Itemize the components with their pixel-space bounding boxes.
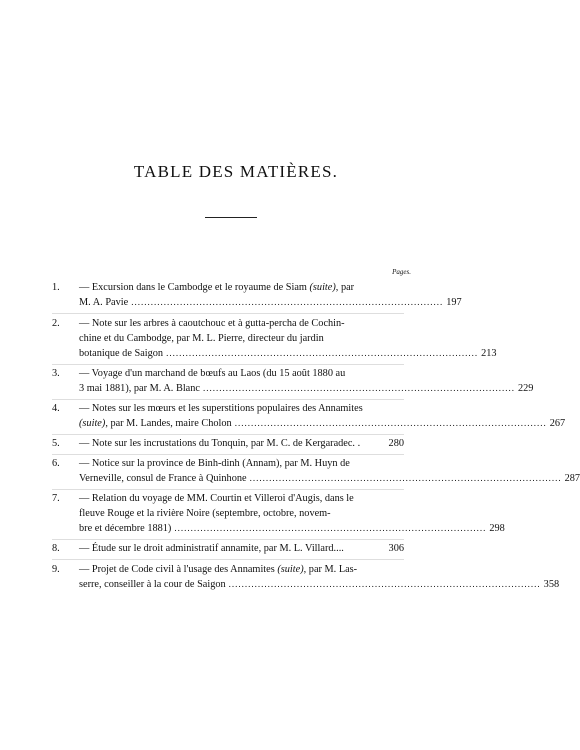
entry-number: 7. [52,493,60,504]
pages-column-label: Pages. [392,268,411,276]
entry-page-number: 287 [564,473,580,484]
page-title: TABLE DES MATIÈRES. [133,162,339,181]
entry-number: 4. [52,403,60,414]
entry-text: botanique de Saigon [79,348,164,359]
dot-leader: ................................................................................................ [174,523,487,533]
toc-entry [52,401,566,435]
dot-leader: ................................................................................................ [131,297,444,307]
toc-entry [52,562,560,595]
entry-text: — Étude sur le droit administratif annamite, par M. L. Villard.... [79,543,344,554]
entry-text: bre et décembre 1881) [79,523,172,534]
entry-text: — Excursion dans le Cambodge et le royaume de Siam [79,282,307,293]
entry-text: Verneville, consul de France à Quinhone [79,473,247,484]
entry-text: M. A. Pavie [79,297,129,308]
toc-entry [52,456,580,490]
entry-text: — Notes sur les mœurs et les superstitions populaires des Annamites [79,403,363,414]
entry-page-number: 267 [549,418,566,429]
title-rule [205,217,257,218]
entry-text: — Notice sur la province de Binh-dinh (Annam), par M. Huyn de [79,458,350,469]
entry-page-number: 197 [446,297,462,308]
dot-leader: ................................................................................................ [202,383,515,393]
entry-text: — Note sur les incrustations du Tonquin, par M. C. de Kergaradec. . [79,438,361,449]
entry-page-number: 358 [543,579,560,590]
dot-leader: ................................................................................................ [234,418,547,428]
entry-text: chine et du Cambodge, par M. L. Pierre, directeur du jardin [79,333,324,344]
entry-number: 6. [52,458,60,469]
entry-page-number: 280 [388,438,404,449]
dot-leader: ................................................................................................ [166,348,479,358]
entry-text-italic: (suite) [277,564,304,575]
entry-number: 9. [52,564,60,575]
entry-text: — Projet de Code civil à l'usage des Annamites [79,564,275,575]
entry-text: , par [335,282,355,293]
entry-text: 3 mai 1881), par M. A. Blanc [79,383,200,394]
dot-leader: ................................................................................................ [228,579,541,589]
entry-number: 2. [52,318,60,329]
toc-entry [52,491,505,540]
entry-number: 5. [52,438,60,449]
entry-page-number: 213 [481,348,497,359]
entry-page-number: 229 [517,383,534,394]
entry-text: — Voyage d'un marchand de bœufs au Laos (du 15 août 1880 au [79,368,346,379]
entry-number: 3. [52,368,60,379]
toc-entry [52,541,404,560]
entry-text-italic: (suite) [309,282,336,293]
entry-text: , par M. Landes, maire Cholon [105,418,232,429]
entry-page-number: 298 [489,523,505,534]
entry-number: 8. [52,543,60,554]
entry-text: — Note sur les arbres à caoutchouc et à gutta-percha de Cochin- [79,318,345,329]
entry-number: 1. [52,282,60,293]
entry-text: — Relation du voyage de MM. Courtin et Villeroi d'Augis, dans le [79,493,354,504]
toc-entry [52,316,497,365]
dot-leader: ................................................................................................ [249,473,562,483]
entry-text-italic: (suite) [79,418,106,429]
toc-entry [52,436,404,455]
entry-text: , par M. Las- [303,564,358,575]
entry-text: fleuve Rouge et la rivière Noire (septembre, octobre, novem- [79,508,331,519]
toc-entry [52,366,534,400]
toc-entry [52,280,462,314]
entry-text: serre, conseiller à la cour de Saigon [79,579,226,590]
entry-page-number: 306 [388,543,404,554]
